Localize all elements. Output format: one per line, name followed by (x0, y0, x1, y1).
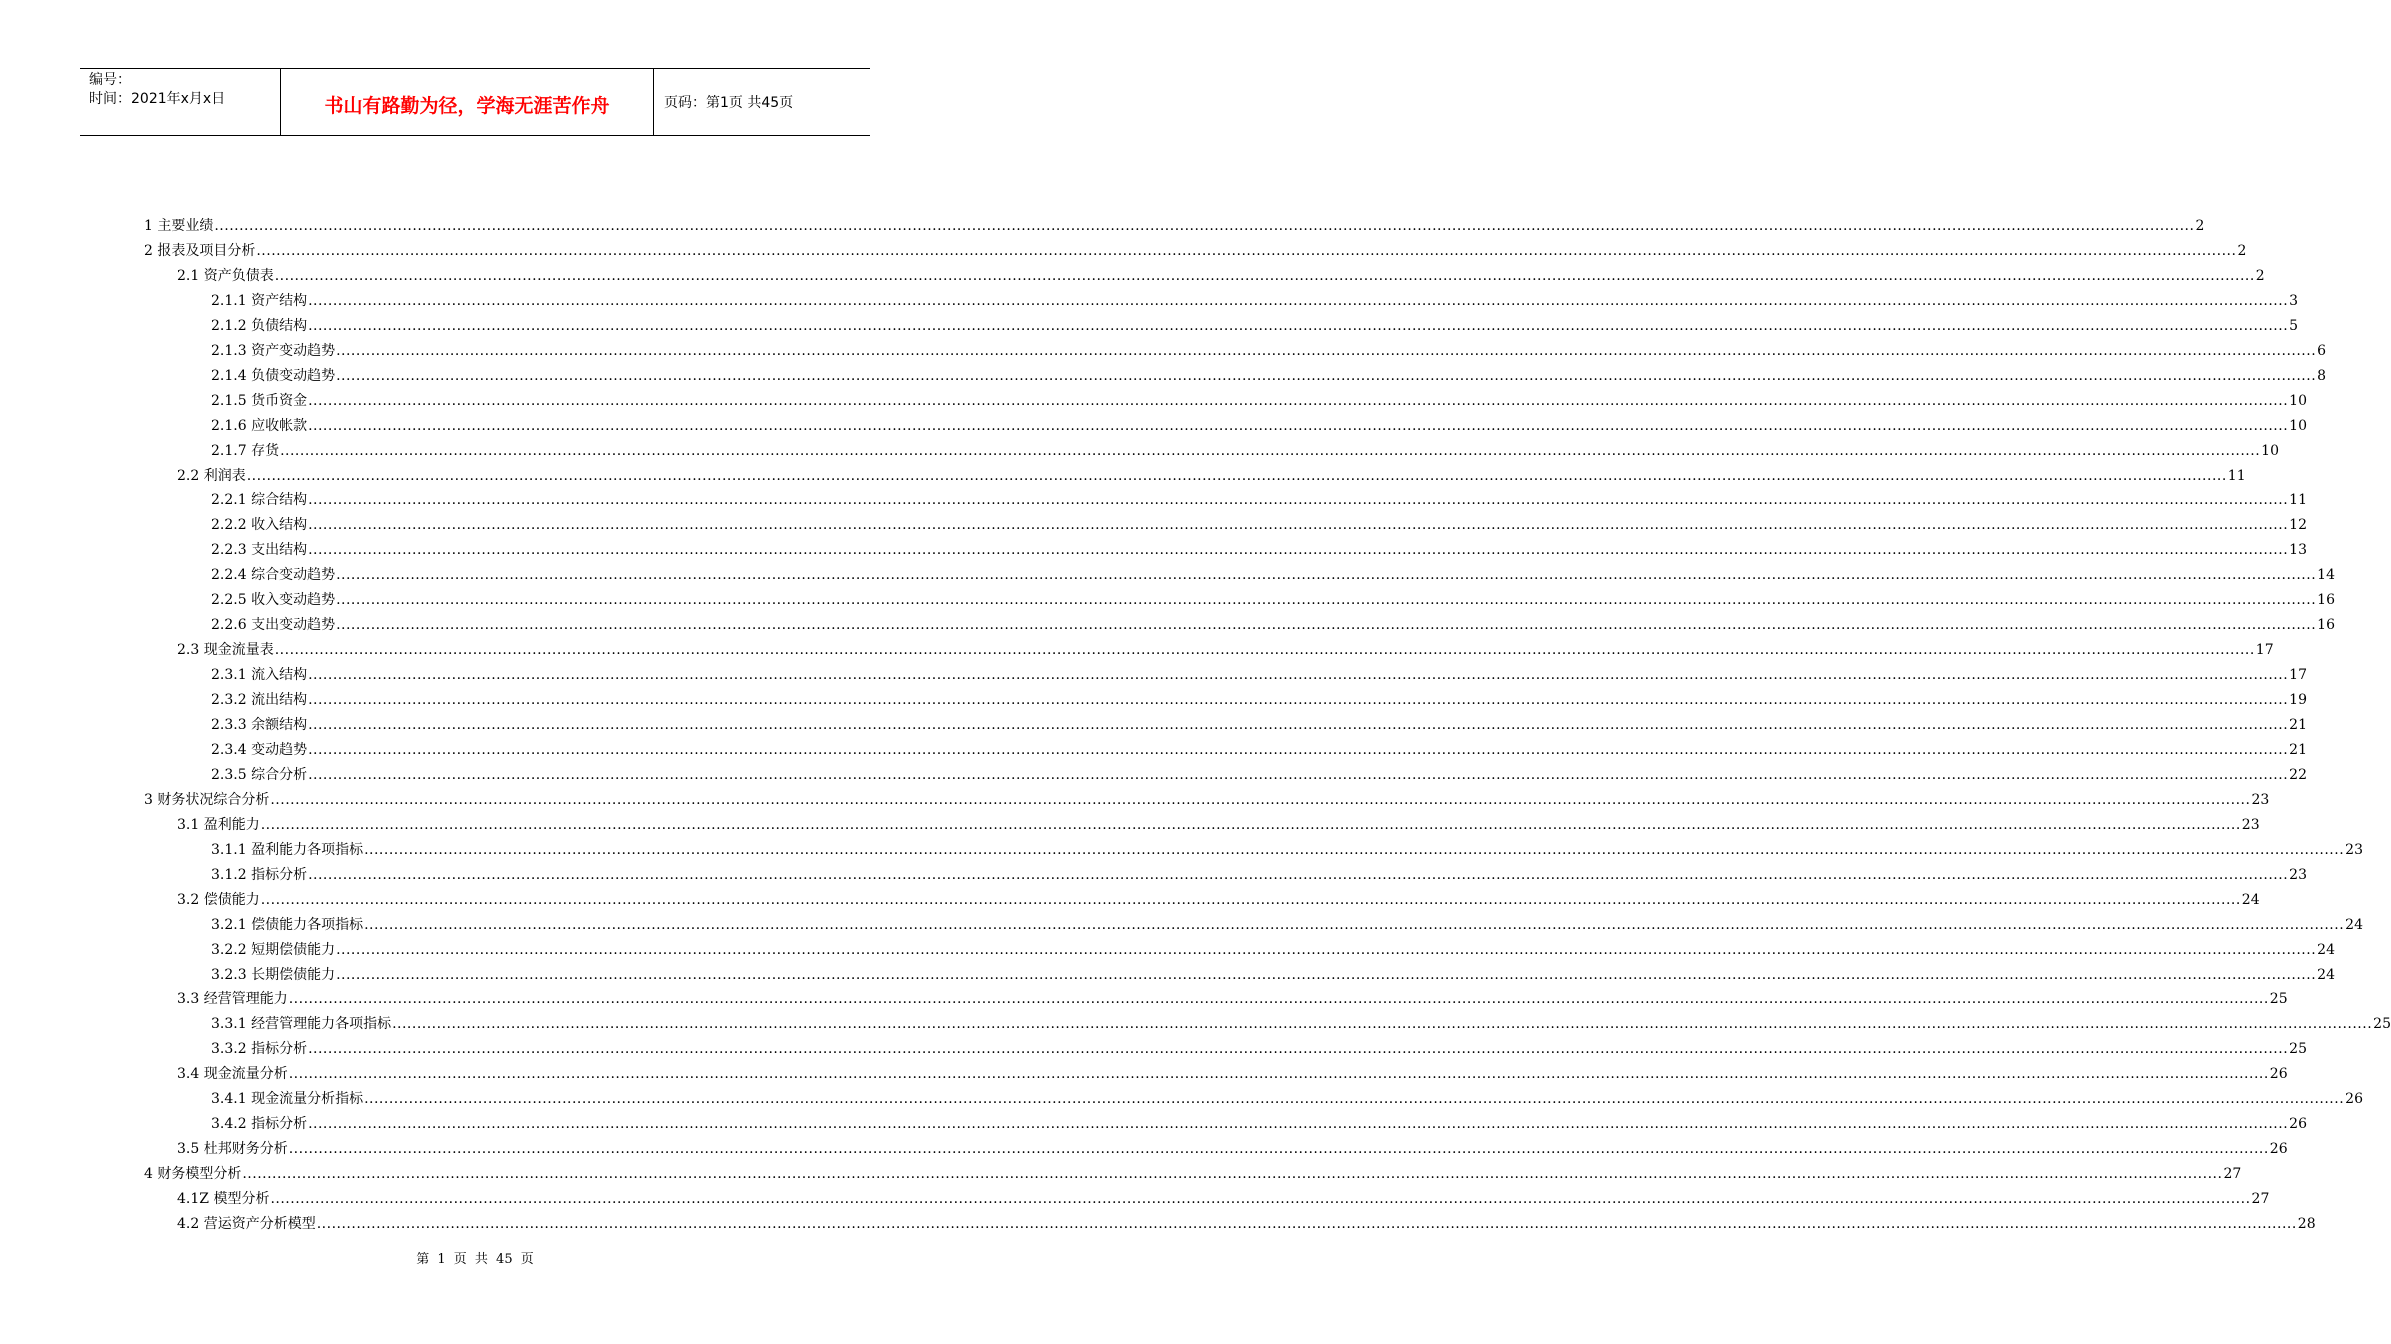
toc-entry[interactable] (211, 509, 2307, 534)
toc-entry-page: 24 (2241, 891, 2260, 908)
toc-entry[interactable] (211, 410, 2307, 435)
toc-entry-page: 2 (2237, 242, 2247, 259)
toc-dot-leader: ................................................................................................................................................................................................................................................................................................................................................................................................................ (308, 741, 2289, 758)
toc-entry[interactable] (211, 684, 2307, 709)
toc-entry[interactable] (211, 609, 2335, 634)
toc-entry-title: 2.3.5 综合分析 (211, 766, 308, 783)
toc-entry[interactable] (211, 859, 2307, 884)
toc-entry-title: 4.1Z 模型分析 (177, 1191, 270, 1208)
toc-dot-leader: ................................................................................................................................................................................................................................................................................................................................................................................................................ (316, 1216, 2297, 1232)
toc-entry[interactable] (144, 1158, 2242, 1183)
toc-entry-title: 3.2.3 长期偿债能力 (211, 966, 336, 983)
toc-entry-title: 2 报表及项目分析 (144, 242, 256, 259)
toc-dot-leader: ................................................................................................................................................................................................................................................................................................................................................................................................................ (336, 941, 2317, 958)
toc-dot-leader: ................................................................................................................................................................................................................................................................................................................................................................................................................ (364, 916, 2345, 933)
toc-dot-leader: ................................................................................................................................................................................................................................................................................................................................................................................................................ (336, 567, 2317, 584)
toc-entry-page: 19 (2289, 692, 2307, 709)
toc-dot-leader: ................................................................................................................................................................................................................................................................................................................................................................................................................ (274, 642, 2255, 659)
toc-dot-leader: ................................................................................................................................................................................................................................................................................................................................................................................................................ (308, 317, 2289, 334)
toc-entry-page: 23 (2241, 816, 2260, 833)
toc-entry[interactable] (177, 634, 2274, 659)
toc-dot-leader: ................................................................................................................................................................................................................................................................................................................................................................................................................ (336, 592, 2317, 609)
toc-entry-title: 4.2 营运资产分析模型 (177, 1216, 316, 1232)
toc-entry-title: 3.4.1 现金流量分析指标 (211, 1091, 364, 1108)
toc-dot-leader: ................................................................................................................................................................................................................................................................................................................................................................................................................ (308, 692, 2289, 709)
toc-entry[interactable] (177, 260, 2265, 285)
toc-dot-leader: ................................................................................................................................................................................................................................................................................................................................................................................................................ (242, 1166, 2223, 1183)
header-meta (80, 69, 281, 135)
toc-dot-leader: ................................................................................................................................................................................................................................................................................................................................................................................................................ (288, 1066, 2269, 1083)
toc-dot-leader: ................................................................................................................................................................................................................................................................................................................................................................................................................ (392, 1016, 2373, 1033)
toc-dot-leader: ................................................................................................................................................................................................................................................................................................................................................................................................................ (308, 667, 2289, 684)
toc-entry-page: 26 (2269, 1066, 2288, 1083)
toc-entry-title: 4 财务模型分析 (144, 1166, 242, 1183)
toc-entry[interactable] (144, 210, 2205, 235)
toc-dot-leader: ................................................................................................................................................................................................................................................................................................................................................................................................................ (308, 492, 2289, 509)
toc-entry[interactable] (211, 959, 2335, 984)
toc-entry[interactable] (211, 1008, 2391, 1033)
toc-entry-title: 2.1.7 存货 (211, 442, 280, 459)
toc-entry[interactable] (211, 934, 2335, 959)
toc-entry-title: 2.1.1 资产结构 (211, 292, 308, 309)
toc-entry-page: 28 (2297, 1216, 2316, 1232)
toc-entry-page: 25 (2373, 1016, 2391, 1033)
toc-dot-leader: ................................................................................................................................................................................................................................................................................................................................................................................................................ (364, 1091, 2345, 1108)
toc-entry[interactable] (211, 1033, 2307, 1058)
toc-entry-page: 24 (2317, 941, 2335, 958)
toc-entry[interactable] (211, 360, 2327, 385)
toc-entry-page: 3 (2289, 292, 2299, 309)
toc-entry-title: 2.2.6 支出变动趋势 (211, 617, 336, 634)
toc-entry-page: 23 (2289, 866, 2307, 883)
toc-entry-page: 27 (2251, 1191, 2270, 1208)
toc-dot-leader: ................................................................................................................................................................................................................................................................................................................................................................................................................ (288, 991, 2269, 1008)
toc-entry-title: 3.2 偿债能力 (177, 891, 260, 908)
toc-entry-page: 13 (2289, 542, 2307, 559)
toc-entry-title: 2.3.1 流入结构 (211, 667, 308, 684)
toc-entry-title: 1 主要业绩 (144, 218, 214, 234)
toc-dot-leader: ................................................................................................................................................................................................................................................................................................................................................................................................................ (336, 966, 2317, 983)
toc-entry-title: 3.3.2 指标分析 (211, 1041, 308, 1058)
toc-dot-leader: ................................................................................................................................................................................................................................................................................................................................................................................................................ (288, 1141, 2269, 1158)
toc-dot-leader: ................................................................................................................................................................................................................................................................................................................................................................................................................ (308, 292, 2289, 309)
toc-entry-page: 12 (2289, 517, 2307, 534)
toc-entry-page: 16 (2317, 617, 2335, 634)
header-time-label: 时间：2021年x月x日 (89, 91, 226, 107)
toc-entry[interactable] (211, 435, 2279, 460)
toc-entry[interactable] (177, 809, 2260, 834)
toc-entry-title: 2.2 利润表 (177, 467, 246, 484)
toc-dot-leader: ................................................................................................................................................................................................................................................................................................................................................................................................................ (336, 342, 2317, 359)
toc-dot-leader: ................................................................................................................................................................................................................................................................................................................................................................................................................ (260, 891, 2241, 908)
toc-entry-title: 2.2.4 综合变动趋势 (211, 567, 336, 584)
toc-entry[interactable] (211, 759, 2307, 784)
toc-entry-page: 25 (2289, 1041, 2307, 1058)
toc-entry-title: 2.2.1 综合结构 (211, 492, 308, 509)
toc-dot-leader: ................................................................................................................................................................................................................................................................................................................................................................................................................ (308, 517, 2289, 534)
toc-dot-leader: ................................................................................................................................................................................................................................................................................................................................................................................................................ (270, 1191, 2251, 1208)
toc-dot-leader: ................................................................................................................................................................................................................................................................................................................................................................................................................ (280, 442, 2261, 459)
toc-entry[interactable] (211, 584, 2335, 609)
toc-entry-title: 2.3.2 流出结构 (211, 692, 308, 709)
toc-entry[interactable] (211, 659, 2307, 684)
toc-entry-page: 14 (2317, 567, 2335, 584)
toc-entry-page: 2 (2255, 267, 2265, 284)
toc-entry-title: 2.1.3 资产变动趋势 (211, 342, 336, 359)
toc-dot-leader: ................................................................................................................................................................................................................................................................................................................................................................................................................ (246, 467, 2227, 484)
toc-dot-leader: ................................................................................................................................................................................................................................................................................................................................................................................................................ (260, 816, 2241, 833)
toc-entry-title: 2.3 现金流量表 (177, 642, 274, 659)
toc-entry-page: 8 (2317, 367, 2327, 384)
toc-dot-leader: ................................................................................................................................................................................................................................................................................................................................................................................................................ (336, 367, 2317, 384)
toc-entry-page: 6 (2317, 342, 2327, 359)
toc-entry[interactable] (177, 1208, 2316, 1233)
toc-entry[interactable] (211, 909, 2363, 934)
toc-entry-page: 23 (2251, 791, 2270, 808)
toc-entry[interactable] (211, 1108, 2307, 1133)
toc-entry-page: 17 (2289, 667, 2307, 684)
toc-dot-leader: ................................................................................................................................................................................................................................................................................................................................................................................................................ (308, 866, 2289, 883)
toc-entry-page: 17 (2255, 642, 2274, 659)
toc-entry[interactable] (211, 734, 2307, 759)
toc-dot-leader: ................................................................................................................................................................................................................................................................................................................................................................................................................ (214, 218, 2195, 234)
header-number-label: 编号： (89, 72, 131, 88)
toc-entry-title: 3.1 盈利能力 (177, 816, 260, 833)
toc-entry-title: 2.1 资产负债表 (177, 267, 274, 284)
toc-dot-leader: ................................................................................................................................................................................................................................................................................................................................................................................................................ (364, 841, 2345, 858)
toc-entry-title: 3.4 现金流量分析 (177, 1066, 288, 1083)
toc-entry-title: 2.1.2 负债结构 (211, 317, 308, 334)
toc-entry-title: 2.3.4 变动趋势 (211, 741, 308, 758)
toc-dot-leader: ................................................................................................................................................................................................................................................................................................................................................................................................................ (274, 267, 2255, 284)
toc-entry[interactable] (177, 1183, 2270, 1208)
toc-entry-page: 21 (2289, 717, 2307, 733)
toc-entry[interactable] (211, 335, 2327, 360)
toc-entry-page: 2 (2195, 218, 2205, 234)
toc-entry-title: 2.2.3 支出结构 (211, 542, 308, 559)
toc-entry-title: 2.3.3 余额结构 (211, 717, 308, 733)
toc-entry-title: 2.1.4 负债变动趋势 (211, 367, 336, 384)
toc-entry-page: 11 (2227, 467, 2246, 484)
toc-entry-page: 10 (2261, 442, 2279, 459)
toc-dot-leader: ................................................................................................................................................................................................................................................................................................................................................................................................................ (256, 242, 2237, 259)
toc-entry-page: 5 (2289, 317, 2299, 334)
toc-entry[interactable] (144, 784, 2270, 809)
toc-dot-leader: ................................................................................................................................................................................................................................................................................................................................................................................................................ (308, 766, 2289, 783)
toc-entry-title: 3.3.1 经营管理能力各项指标 (211, 1016, 392, 1033)
toc-dot-leader: ................................................................................................................................................................................................................................................................................................................................................................................................................ (336, 617, 2317, 634)
toc-entry[interactable] (211, 285, 2299, 310)
toc-entry[interactable] (177, 460, 2246, 485)
toc-entry-page: 11 (2289, 492, 2307, 509)
toc-entry-page: 10 (2289, 417, 2307, 434)
toc-entry-title: 2.2.2 收入结构 (211, 517, 308, 534)
toc-entry-title: 3.2.1 偿债能力各项指标 (211, 916, 364, 933)
toc-dot-leader: ................................................................................................................................................................................................................................................................................................................................................................................................................ (308, 1116, 2289, 1133)
toc-dot-leader: ................................................................................................................................................................................................................................................................................................................................................................................................................ (308, 392, 2289, 409)
toc-entry-page: 16 (2317, 592, 2335, 609)
toc-entry[interactable] (211, 559, 2335, 584)
toc-entry-title: 3.1.2 指标分析 (211, 866, 308, 883)
toc-entry-title: 2.2.5 收入变动趋势 (211, 592, 336, 609)
toc-dot-leader: ................................................................................................................................................................................................................................................................................................................................................................................................................ (308, 417, 2289, 434)
toc-entry[interactable] (211, 834, 2363, 859)
toc-entry-page: 23 (2345, 841, 2363, 858)
toc-entry-page: 24 (2345, 916, 2363, 933)
toc-entry[interactable] (211, 709, 2307, 734)
toc-entry-page: 26 (2269, 1141, 2288, 1158)
toc-entry[interactable] (211, 534, 2307, 559)
header-motto: 书山有路勤为径，学海无涯苦作舟 (281, 69, 654, 135)
toc-entry[interactable] (177, 983, 2288, 1008)
toc-entry-title: 3.5 杜邦财务分析 (177, 1141, 288, 1158)
toc-entry-page: 24 (2317, 966, 2335, 983)
toc-entry-title: 2.1.6 应收帐款 (211, 417, 308, 434)
toc-entry-title: 3.1.1 盈利能力各项指标 (211, 841, 364, 858)
toc-entry[interactable] (177, 884, 2260, 909)
toc-entry-page: 21 (2289, 741, 2307, 758)
toc-entry[interactable] (211, 385, 2307, 410)
header-page-code: 页码：第1页 共45页 (664, 95, 794, 111)
toc-dot-leader: ................................................................................................................................................................................................................................................................................................................................................................................................................ (270, 791, 2251, 808)
toc-entry-page: 26 (2345, 1091, 2363, 1108)
toc-entry-title: 3.2.2 短期偿债能力 (211, 941, 336, 958)
page-header (80, 68, 870, 136)
toc-entry-page: 26 (2289, 1116, 2307, 1133)
toc-dot-leader: ................................................................................................................................................................................................................................................................................................................................................................................................................ (308, 542, 2289, 559)
toc-entry[interactable] (177, 1133, 2288, 1158)
toc-entry-title: 3 财务状况综合分析 (144, 791, 270, 808)
toc-entry-page: 10 (2289, 392, 2307, 409)
toc-entry-title: 2.1.5 货币资金 (211, 392, 308, 409)
toc-entry-page: 22 (2289, 766, 2307, 783)
toc-entry[interactable] (144, 235, 2247, 260)
toc-dot-leader: ................................................................................................................................................................................................................................................................................................................................................................................................................ (308, 1041, 2289, 1058)
toc-entry[interactable] (211, 1083, 2363, 1108)
toc-entry-page: 25 (2269, 991, 2288, 1008)
toc-dot-leader: ................................................................................................................................................................................................................................................................................................................................................................................................................ (308, 717, 2289, 733)
page-footer: 第 1 页 共 45 页 (416, 1252, 534, 1267)
toc-entry[interactable] (177, 1058, 2288, 1083)
toc-entry-page: 27 (2223, 1166, 2242, 1183)
toc-entry-title: 3.3 经营管理能力 (177, 991, 288, 1008)
toc-entry[interactable] (211, 310, 2299, 335)
toc-entry[interactable] (211, 484, 2307, 509)
toc-entry-title: 3.4.2 指标分析 (211, 1116, 308, 1133)
